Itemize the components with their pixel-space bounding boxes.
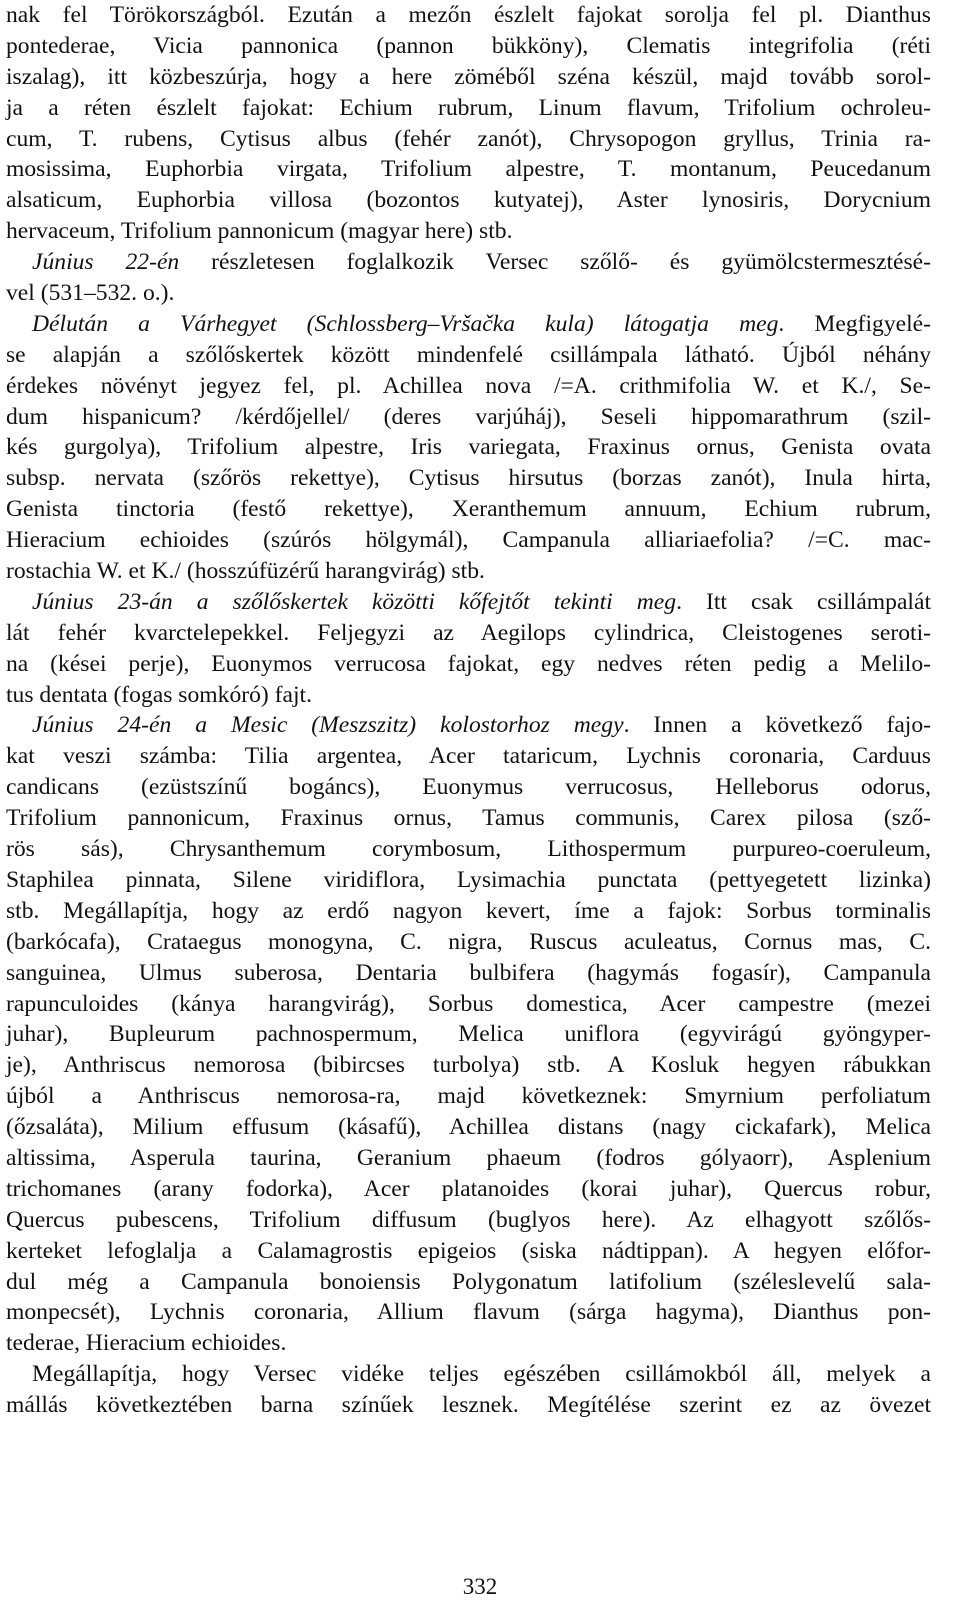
line-text: mosissima, Euphorbia virgata, Trifolium alpestre, T. montanum, Peucedanum: [6, 156, 931, 183]
line-text: Hieracium echioides (szúrós hölgymál), Campanula alliariaefolia? /=C. mac-: [6, 527, 931, 554]
line-text: candicans (ezüstszínű bogáncs), Euonymus verrucosus, Helleborus odorus,: [6, 774, 931, 801]
text-line: [6, 649, 931, 680]
line-text: alsaticum, Euphorbia villosa (bozontos kutyatej), Aster lynosiris, Dorycnium: [6, 187, 931, 214]
line-text: Trifolium pannonicum, Fraxinus ornus, Tamus communis, Carex pilosa (sző-: [6, 805, 931, 832]
text-line: [6, 1050, 931, 1081]
line-text: Staphilea pinnata, Silene viridiflora, Lysimachia punctata (pettyegetett lizinka): [6, 866, 931, 893]
line-text: Genista tinctoria (festő rekettye), Xeranthemum annuum, Echium rubrum,: [6, 496, 931, 523]
text-line: [6, 93, 931, 124]
text-line: [6, 587, 931, 618]
line-text: ja a réten észlelt fajokat: Echium rubrum, Linum flavum, Trifolium ochroleu-: [6, 94, 931, 121]
text-line: [6, 1081, 931, 1112]
line-text: dul még a Campanula bonoiensis Polygonatum latifolium (széleslevelű sala-: [6, 1268, 931, 1295]
line-text: nak fel Törökországból. Ezután a mezőn észlelt fajokat sorolja fel pl. Dianthus: [6, 2, 931, 28]
page-body: [6, 0, 931, 1421]
line-text: újból a Anthriscus nemorosa-ra, majd következnek: Smyrnium perfoliatum: [6, 1083, 931, 1110]
text-line: [6, 371, 931, 402]
italic-heading-text: Június 22-én: [32, 249, 180, 276]
text-line: [6, 154, 931, 185]
line-text: . Innen a következő fajo-: [623, 712, 931, 739]
text-line: [6, 525, 931, 556]
line-text: . Megfigyelé-: [778, 310, 931, 337]
text-line: [6, 680, 931, 711]
line-text: részletesen foglalkozik Versec szőlő- és gyümölcstermesztésé-: [179, 249, 932, 276]
line-text: rös sás), Chrysanthemum corymbosum, Lithospermum purpureo-coeruleum,: [6, 836, 931, 863]
line-text: hervaceum, Trifolium pannonicum (magyar here) stb.: [6, 218, 513, 245]
line-text: pontederae, Vicia pannonica (pannon bükköny), Clematis integrifolia (réti: [6, 32, 931, 59]
text-line: [6, 556, 931, 587]
line-text: cum, T. rubens, Cytisus albus (fehér zanót), Chrysopogon gryllus, Trinia ra-: [6, 125, 931, 152]
text-line: [6, 865, 931, 896]
text-line: [6, 432, 931, 463]
text-line: [6, 1297, 931, 1328]
text-line: [6, 896, 931, 927]
line-text: mállás következtében barna színűek lesznek. Megítélése szerint ez az övezet: [6, 1392, 931, 1419]
text-line: [6, 124, 931, 155]
text-line: [6, 402, 931, 433]
text-line: [6, 216, 931, 247]
line-text: je), Anthriscus nemorosa (bibircses turbolya) stb. A Kosluk hegyen rábukkan: [6, 1052, 931, 1079]
page-number: 332: [462, 1574, 498, 1599]
text-line: [6, 494, 931, 525]
line-text: lát fehér kvarctelepekkel. Feljegyzi az Aegilops cylindrica, Cleistogenes seroti-: [6, 619, 931, 646]
text-line: [6, 185, 931, 216]
line-text: . Itt csak csillámpalát: [676, 588, 931, 615]
line-text: Megállapítja, hogy Versec vidéke teljes egészében csillámokból áll, melyek a: [32, 1361, 931, 1388]
line-text: kat veszi számba: Tilia argentea, Acer tataricum, Lychnis coronaria, Carduus: [6, 743, 931, 770]
line-text: juhar), Bupleurum pachnospermum, Melica uniflora (egyvirágú gyöngyper-: [6, 1021, 931, 1048]
text-line: [6, 463, 931, 494]
line-text: rostachia W. et K./ (hosszúfüzérű harangvirág) stb.: [6, 558, 485, 585]
line-text: sanguinea, Ulmus suberosa, Dentaria bulbifera (hagymás fogasír), Campanula: [6, 959, 931, 986]
text-line: [6, 1112, 931, 1143]
italic-heading-text: Június 24-én a Mesic (Meszszitz) kolostorhoz megy: [32, 712, 624, 739]
line-text: iszalag), itt közbeszúrja, hogy a here zöméből széna készül, majd tovább sorol-: [6, 63, 931, 90]
line-text: altissima, Asperula taurina, Geranium phaeum (fodros gólyaorr), Asplenium: [6, 1144, 931, 1171]
line-text: trichomanes (arany fodorka), Acer platanoides (korai juhar), Quercus robur,: [6, 1175, 931, 1202]
line-text: dum hispanicum? /kérdőjellel/ (deres varjúháj), Seseli hippomarathrum (szil-: [6, 403, 931, 430]
line-text: na (kései perje), Euonymos verrucosa fajokat, egy nedves réten pedig a Melilo-: [6, 650, 931, 677]
italic-heading-text: Június 23-án a szőlőskertek közötti kőfejtőt tekinti meg: [32, 588, 677, 615]
text-line: [6, 1267, 931, 1298]
text-line: [6, 1390, 931, 1421]
text-line: [6, 1174, 931, 1205]
text-line: [6, 1359, 931, 1390]
line-text: Quercus pubescens, Trifolium diffusum (buglyos here). Az elhagyott szőlős-: [6, 1206, 931, 1233]
text-line: [6, 1205, 931, 1236]
text-line: [6, 0, 931, 31]
text-line: [6, 772, 931, 803]
line-text: stb. Megállapítja, hogy az erdő nagyon kevert, íme a fajok: Sorbus torminalis: [6, 897, 931, 924]
text-line: [6, 309, 931, 340]
italic-heading-text: Délután a Várhegyet (Schlossberg–Vršačka kula) látogatja meg: [32, 310, 779, 337]
text-line: [6, 803, 931, 834]
text-line: [6, 340, 931, 371]
text-line: [6, 1143, 931, 1174]
line-text: (őzsaláta), Milium effusum (kásafű), Achillea distans (nagy cickafark), Melica: [6, 1114, 931, 1141]
text-line: [6, 958, 931, 989]
line-text: vel (531–532. o.).: [6, 280, 175, 307]
text-line: [6, 1236, 931, 1267]
line-text: tus dentata (fogas somkóró) fajt.: [6, 681, 312, 708]
line-text: subsp. nervata (szőrös rekettye), Cytisus hirsutus (borzas zanót), Inula hirta,: [6, 465, 931, 492]
line-text: tederae, Hieracium echioides.: [6, 1330, 287, 1357]
text-line: [6, 1328, 931, 1359]
text-line: [6, 618, 931, 649]
text-line: [6, 1019, 931, 1050]
text-line: [6, 927, 931, 958]
line-text: monpecsét), Lychnis coronaria, Allium flavum (sárga hagyma), Dianthus pon-: [6, 1299, 931, 1326]
text-line: [6, 710, 931, 741]
line-text: érdekes növényt jegyez fel, pl. Achillea nova /=A. crithmifolia W. et K./, Se-: [6, 372, 931, 399]
text-line: [6, 31, 931, 62]
text-line: [6, 62, 931, 93]
line-text: rapunculoides (kánya harangvirág), Sorbus domestica, Acer campestre (mezei: [6, 990, 931, 1017]
text-line: [6, 989, 931, 1020]
line-text: se alapján a szőlőskertek között mindenfelé csillámpala látható. Újból néhány: [6, 341, 931, 368]
text-line: [6, 278, 931, 309]
line-text: kerteket lefoglalja a Calamagrostis epigeios (siska nádtippan). A hegyen előfor-: [6, 1237, 931, 1264]
text-line: [6, 834, 931, 865]
line-text: (barkócafa), Crataegus monogyna, C. nigra, Ruscus aculeatus, Cornus mas, C.: [6, 928, 931, 955]
text-line: [6, 247, 931, 278]
text-line: [6, 741, 931, 772]
line-text: kés gurgolya), Trifolium alpestre, Iris variegata, Fraxinus ornus, Genista ovata: [6, 434, 931, 461]
